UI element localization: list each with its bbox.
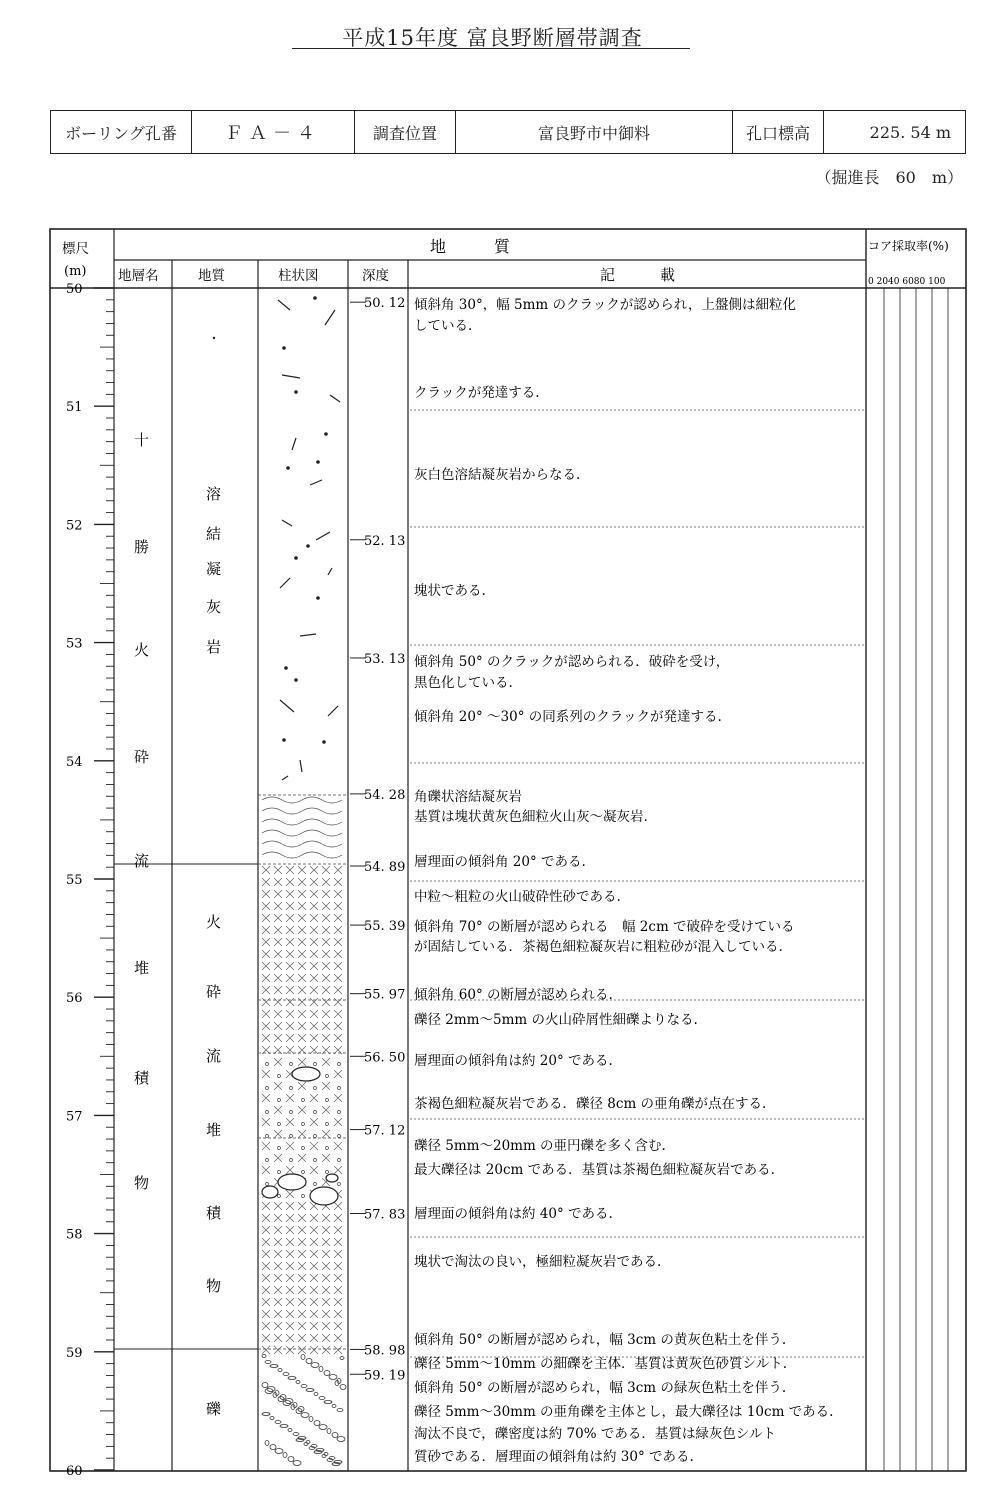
description-line: 礫径 5mm～30mm の亜角礫を主体とし，最大礫径は 10cm である. (414, 1404, 834, 1420)
hole-number: ＦＡ－４ (192, 111, 355, 154)
lith-header: 地質 (198, 268, 225, 284)
lithology-char: 物 (206, 1277, 222, 1295)
scale-label: 57 (66, 1109, 83, 1125)
depth-value: 56. 50 (364, 1050, 406, 1066)
depth-value: 58. 98 (364, 1343, 406, 1359)
description-line: 黒色化している. (414, 675, 513, 691)
description-line: 傾斜角 30°，幅 5mm のクラックが認められ，上盤側は細粒化 (414, 297, 797, 313)
column-header: 柱状図 (278, 268, 319, 284)
description-line: 最大礫径は 20cm である．基質は茶褐色細粒凝灰岩である. (414, 1162, 775, 1178)
description-line: が固結している．茶褐色細粒凝灰岩に粗粒砂が混入している. (414, 939, 783, 955)
page-title: 平成15年度 富良野断層帯調査 (342, 26, 643, 50)
scale-label: 59 (66, 1345, 83, 1361)
scale-header: 標尺 (62, 241, 89, 257)
lithology-char: 礫 (206, 1400, 222, 1418)
layer-name-char: 火 (134, 641, 150, 659)
scale-label: 55 (66, 873, 83, 888)
layer-name-char: 流 (134, 852, 150, 870)
depth-value: 57. 12 (364, 1123, 406, 1139)
description-line: 灰白色溶結凝灰岩からなる. (414, 467, 581, 483)
lithology-char: 砕 (206, 983, 222, 1001)
description-line: 塊状で淘汰の良い，極細粒凝灰岩である. (414, 1254, 662, 1270)
layer-name-char: 砕 (134, 748, 150, 766)
scale-label: 56 (66, 991, 83, 1007)
description-line: クラックが発達する. (414, 385, 540, 401)
description-header: 記 載 (600, 266, 676, 284)
layer-name-char: 勝 (134, 538, 150, 556)
layer-name-char: 堆 (134, 959, 150, 977)
scale-label: 60 (66, 1464, 83, 1479)
lithology-char: 流 (206, 1047, 222, 1065)
layer-name-char: 物 (134, 1174, 150, 1192)
lithology-char: 灰 (206, 598, 222, 616)
hole-label: ボーリング孔番 (51, 111, 192, 154)
scale-unit: (m) (64, 264, 87, 279)
layer-name-char: 積 (134, 1069, 150, 1087)
core-header: コア採取率(%) (868, 239, 949, 253)
description-line: 礫径 2mm～5mm の火山砕屑性細礫よりなる. (414, 1012, 698, 1028)
layer-name-char: 十 (134, 431, 150, 449)
description-line: 傾斜角 70° の断層が認められる 幅 2cm で破砕を受けている (414, 919, 795, 935)
depth-value: 55. 97 (364, 987, 406, 1003)
lithology-char: 溶 (206, 485, 222, 503)
description-line: 質砂である．層理面の傾斜角は約 30° である. (414, 1449, 694, 1465)
geology-header: 地 質 (430, 237, 511, 256)
scale-label: 53 (66, 636, 83, 652)
elevation-label: 孔口標高 (733, 111, 824, 154)
description-line: 傾斜角 50° の断層が認められ，幅 3cm の緑灰色粘土を伴う. (414, 1380, 787, 1396)
depth-value: 52. 13 (364, 533, 406, 549)
description-line: 茶褐色細粒凝灰岩である．礫径 8cm の亜角礫が点在する. (414, 1096, 767, 1112)
description-line: 中粒～粗粒の火山破砕性砂である. (414, 889, 621, 905)
drilling-length: （掘進長 60 m） (815, 168, 963, 187)
lithology-char: 結 (206, 525, 222, 543)
description-line: 角礫状溶結凝灰岩 (414, 789, 522, 805)
lithology-char: 火 (206, 913, 222, 931)
scale-label: 52 (66, 518, 83, 534)
scale-label: 50 (66, 282, 83, 297)
depth-value: 54. 28 (364, 787, 406, 803)
description-line: 礫径 5mm～10mm の細礫を主体．基質は黄灰色砂質シルト. (414, 1356, 788, 1372)
elevation-value: 225. 54 m (824, 111, 966, 154)
description-line: 層理面の傾斜角は約 40° である. (414, 1206, 613, 1222)
description-line: している. (414, 318, 473, 334)
location-label: 調査位置 (355, 111, 456, 154)
depth-header: 深度 (362, 268, 389, 284)
description-line: 塊状である. (414, 583, 486, 599)
depth-value: 57. 83 (364, 1207, 406, 1223)
description-line: 傾斜角 20° ～30° の同系列のクラックが発達する. (414, 709, 722, 725)
scale-label: 54 (66, 754, 83, 770)
lithology-char: 凝 (206, 560, 222, 578)
core-ticks: 0 2040 6080 100 (868, 277, 946, 287)
lithology-char: 岩 (206, 638, 222, 656)
location-value: 富良野市中御料 (456, 111, 733, 154)
depth-value: 55. 39 (364, 919, 406, 935)
depth-value: 50. 12 (364, 296, 406, 312)
layer-header: 地層名 (118, 268, 159, 284)
description-line: 基質は塊状黄灰色細粒火山灰～凝灰岩. (414, 809, 648, 825)
lithology-char: 堆 (206, 1121, 222, 1139)
description-line: 傾斜角 60° の断層が認められる. (414, 987, 613, 1003)
depth-value: 53. 13 (364, 651, 406, 667)
description-line: 傾斜角 50° のクラックが認められる．破砕を受け， (414, 654, 730, 670)
scale-label: 58 (66, 1227, 83, 1243)
description-line: 層理面の傾斜角 20° である. (414, 854, 586, 870)
description-line: 層理面の傾斜角は約 20° である. (414, 1053, 613, 1069)
depth-value: 59. 19 (364, 1368, 406, 1384)
description-line: 傾斜角 50° の断層が認められ，幅 3cm の黄灰色粘土を伴う. (414, 1332, 787, 1348)
scale-label: 51 (66, 400, 83, 416)
description-line: 淘汰不良で，礫密度は約 70% である．基質は緑灰色シルト (414, 1426, 776, 1442)
lithology-char: 積 (206, 1204, 222, 1222)
depth-value: 54. 89 (364, 859, 406, 875)
description-line: 礫径 5mm～20mm の亜円礫を多く含む. (414, 1138, 666, 1154)
